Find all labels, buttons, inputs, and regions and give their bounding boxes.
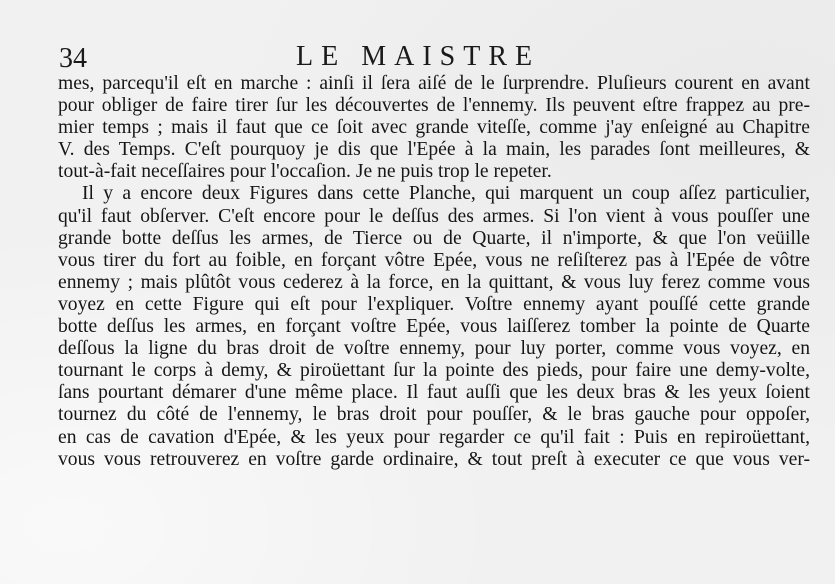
text-line: ennemy ; mais plûtôt vous cederez à la force, en la quittant, & vous luy ferez comme vous: [58, 271, 810, 293]
text-line: en cas de cavation d'Epée, & les yeux pour regarder ce qu'il fait : Puis en repiroüettant,: [58, 426, 810, 448]
text-line: voyez en cette Figure qui eſt pour l'expliquer. Voſtre ennemy ayant pouſſé cette grande: [58, 293, 810, 315]
text-line: mes, parcequ'il eſt en marche : ainſi il ſera aiſé de le ſurprendre. Pluſieurs courent en avant: [58, 73, 810, 94]
body-text: [58, 73, 810, 471]
text-line: vous vous retrouverez en voſtre garde ordinaire, & tout preſt à executer ce que vous ver-: [58, 448, 810, 470]
text-line: qu'il faut obſerver. C'eſt encore pour le deſſus des armes. Si l'on vient à vous pouſſer une: [58, 205, 810, 227]
text-line: botte deſſus les armes, en forçant voſtre Epée, vous laiſſerez tomber la pointe de Quarte: [58, 316, 810, 338]
text-line: vous tirer du fort au foible, en forçant vôtre Epée, vous ne reſiſterez pas à l'Epée de vôtre: [58, 249, 810, 271]
text-line: tournez du côté de l'ennemy, le bras droit pour pouſſer, & le bras gauche pour oppoſer,: [58, 404, 810, 426]
text-line: pour obliger de faire tirer ſur les découvertes de l'ennemy. Ils peuvent eſtre frappez au pre-: [58, 95, 810, 117]
text-line: V. des Temps. C'eſt pourquoy je dis que l'Epée à la main, les parades ſont meilleures, &: [58, 139, 810, 161]
text-line: mier temps ; mais il faut que ce ſoit avec grande viteſſe, comme j'ay enſeigné au Chapitre: [58, 117, 810, 139]
text-line: deſſous la ligne du bras droit de voſtre ennemy, pour luy porter, comme vous voyez, en: [58, 338, 810, 360]
paragraph-start-line: Il y a encore deux Figures dans cette Planche, qui marquent un coup aſſez particulier,: [82, 183, 810, 205]
text-line: tout-à-fait neceſſaires pour l'occaſion. Je ne puis trop le repeter.: [58, 161, 552, 183]
text-line: tournant le corps à demy, & piroüettant ſur la pointe des pieds, pour faire une demy-volte,: [58, 360, 810, 382]
page-number: 34: [59, 43, 87, 74]
text-line: ſans pourtant démarer d'une même place. Il faut auſſi que les deux bras & les yeux ſoient: [58, 382, 810, 404]
text-line: grande botte deſſus les armes, de Tierce ou de Quarte, il n'importe, & que l'on veüille: [58, 227, 810, 249]
running-head-title: LE MAISTRE: [296, 41, 541, 72]
